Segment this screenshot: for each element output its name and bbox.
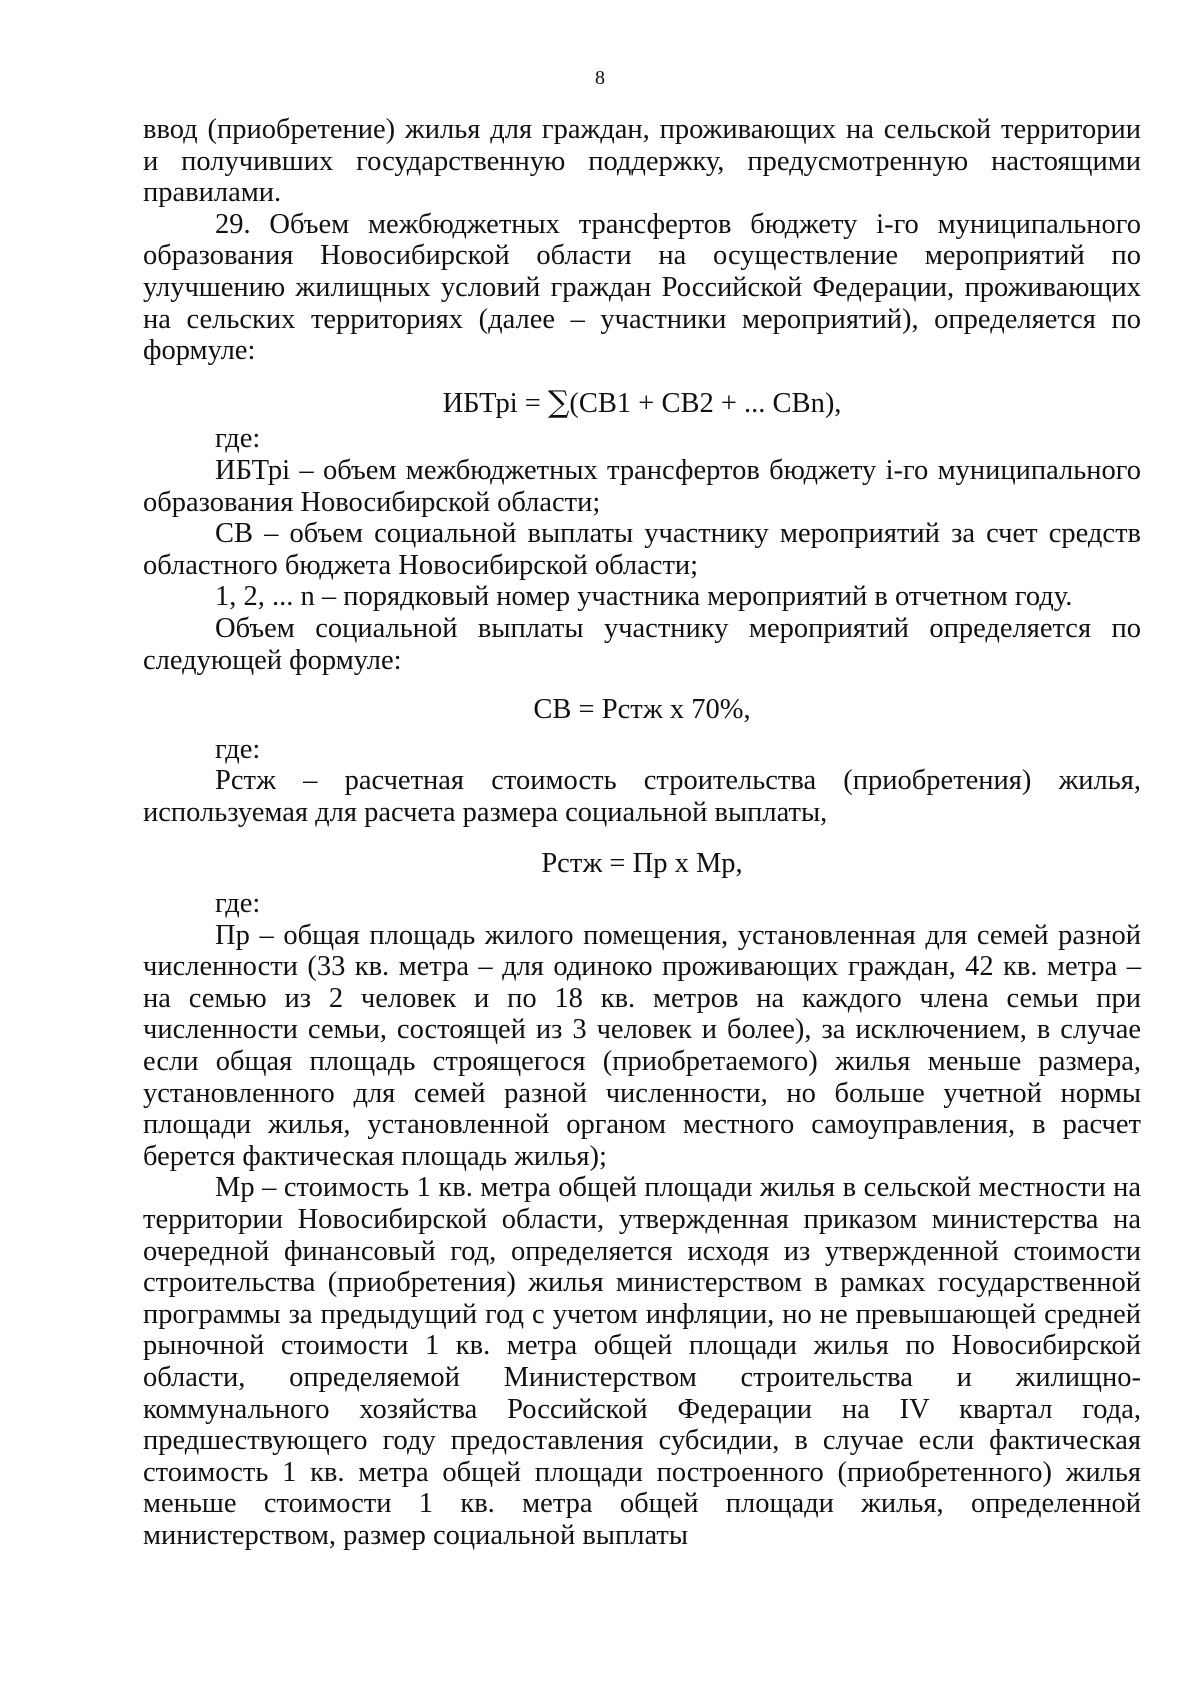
definition-sv: СВ – объем социальной выплаты участнику мероприятий за счет средств областного бюджета Новосибирской области;	[143, 518, 1141, 581]
formula-sv: СВ = Рстж х 70%,	[533, 694, 751, 726]
where-label-2: где:	[215, 733, 261, 765]
document-body	[143, 114, 1141, 1552]
paragraph-sv-intro: Объем социальной выплаты участнику мероприятий определяется по следующей формуле:	[143, 612, 1141, 676]
sigma-symbol: ∑	[547, 384, 570, 420]
formula-ibtri	[143, 384, 1141, 420]
page-number: 8	[595, 67, 605, 89]
where-label-3: где:	[215, 888, 261, 920]
where-label-1: где:	[215, 423, 261, 455]
formula-ibtri-right: (СВ1 + СВ2 + ... СВn),	[569, 387, 842, 419]
definition-mr: Мр – стоимость 1 кв. метра общей площади жилья в сельской местности на территории Новосибирской области, утвержденная приказом министерства на очередной финансовый год, определяется исходя из утвержденной стоимости строительства (приобретения) жилья министерством в рамках государственной программы за предыдущий год с учетом инфляции, но не превышающей средней рыночной стоимости 1 кв. метра общей площади жилья по Новосибирской области, определяемой Министерством строительства и жилищно-коммунального хозяйства Российской Федерации на IV квартал года, предшествующего году предоставления субсидии, в случае если фактическая стоимость 1 кв. метра общей площади построенного (приобретенного) жилья меньше стоимости 1 кв. метра общей площади жилья, определенной министерством, размер социальной выплаты	[143, 1172, 1141, 1551]
definition-pr: Пр – общая площадь жилого помещения, установленная для семей разной численности (33 кв. метра – для одиноко проживающих граждан, 42 кв. метра – на семью из 2 человек и по 18 кв. метров на каждого члена семьи при численности семьи, состоящей из 3 человек и более), за исключением, в случае если общая площадь строящегося (приобретаемого) жилья меньше размера, установленного для семей разной численности, но больше учетной нормы площади жилья, установленной органом местного самоуправления, в расчет берется фактическая площадь жилья);	[143, 919, 1141, 1172]
formula-rstzh: Рстж = Пр х Мр,	[541, 848, 743, 880]
paragraph-29: 29. Объем межбюджетных трансфертов бюджету i-го муниципального образования Новосибирской области на осуществление мероприятий по улучшению жилищных условий граждан Российской Федерации, проживающих на сельских территориях (далее – участники мероприятий), определяется по формуле:	[143, 208, 1141, 367]
definition-ibtri: ИБТрi – объем межбюджетных трансфертов бюджету i-го муниципального образования Новосибирской области;	[143, 454, 1141, 518]
paragraph-continuation: ввод (приобретение) жилья для граждан, проживающих на сельской территории и получивших государственную поддержку, предусмотренную настоящими правилами.	[143, 114, 1141, 209]
definition-n: 1, 2, ... n – порядковый номер участника мероприятий в отчетном году.	[215, 581, 1073, 613]
definition-rstzh: Рстж – расчетная стоимость строительства (приобретения) жилья, используемая для расчета размера социальной выплаты,	[143, 765, 1141, 828]
formula-ibtri-left: ИБТрi =	[442, 387, 548, 419]
